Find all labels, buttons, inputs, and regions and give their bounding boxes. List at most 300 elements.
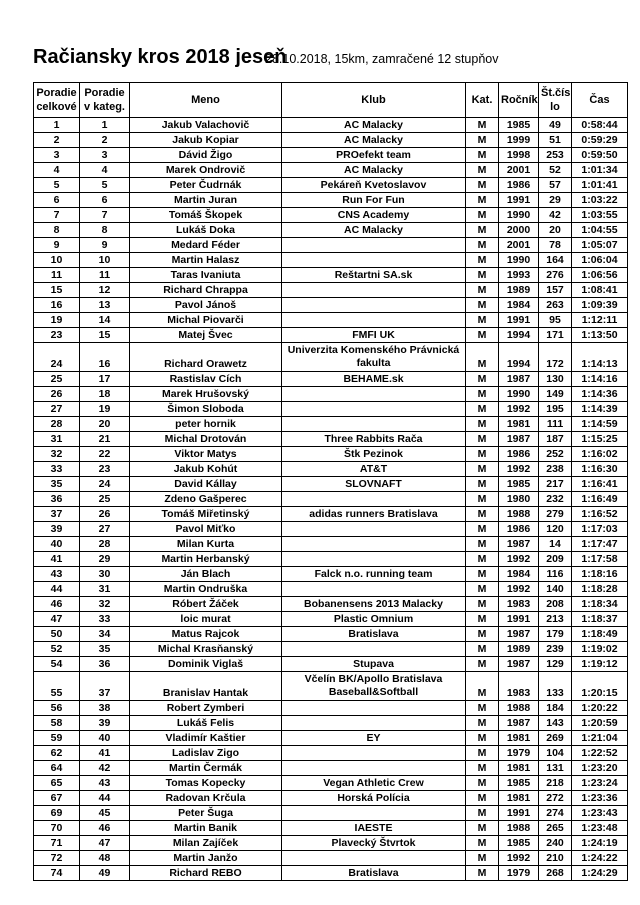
column-header-name: Meno [130, 83, 282, 118]
cell-bib-number: 51 [539, 133, 572, 148]
cell-club: SLOVNAFT [282, 477, 466, 492]
cell-time: 1:20:59 [572, 716, 628, 731]
cell-birth-year: 1990 [499, 208, 539, 223]
cell-time: 1:06:04 [572, 253, 628, 268]
cell-name: Michal Krasňanský [130, 642, 282, 657]
cell-overall-rank: 64 [34, 761, 80, 776]
cell-category: M [466, 447, 499, 462]
cell-category-rank: 14 [80, 313, 130, 328]
table-row [34, 597, 628, 612]
cell-category: M [466, 627, 499, 642]
cell-category-rank: 24 [80, 477, 130, 492]
cell-club: adidas runners Bratislava [282, 507, 466, 522]
cell-bib-number: 195 [539, 402, 572, 417]
cell-club [282, 716, 466, 731]
cell-overall-rank: 26 [34, 387, 80, 402]
cell-club: Bratislava [282, 627, 466, 642]
cell-category: M [466, 118, 499, 133]
cell-bib-number: 252 [539, 447, 572, 462]
cell-club [282, 283, 466, 298]
cell-bib-number: 120 [539, 522, 572, 537]
cell-time: 1:14:13 [572, 343, 628, 372]
table-row [34, 657, 628, 672]
cell-category: M [466, 761, 499, 776]
cell-name: Dávid Žigo [130, 148, 282, 163]
cell-category-rank: 47 [80, 836, 130, 851]
cell-birth-year: 1990 [499, 253, 539, 268]
cell-time: 0:59:29 [572, 133, 628, 148]
cell-birth-year: 1988 [499, 701, 539, 716]
cell-overall-rank: 39 [34, 522, 80, 537]
cell-category-rank: 49 [80, 866, 130, 881]
cell-time: 1:23:48 [572, 821, 628, 836]
cell-category-rank: 21 [80, 432, 130, 447]
cell-club: Reštartni SA.sk [282, 268, 466, 283]
cell-club: CNS Academy [282, 208, 466, 223]
cell-birth-year: 1987 [499, 657, 539, 672]
cell-birth-year: 1992 [499, 582, 539, 597]
cell-overall-rank: 69 [34, 806, 80, 821]
column-header-category: Kat. [466, 83, 499, 118]
cell-birth-year: 1988 [499, 507, 539, 522]
cell-category: M [466, 657, 499, 672]
cell-club [282, 642, 466, 657]
cell-name: Marek Ondrovič [130, 163, 282, 178]
cell-overall-rank: 47 [34, 612, 80, 627]
cell-name: Martin Banik [130, 821, 282, 836]
cell-category-rank: 1 [80, 118, 130, 133]
cell-overall-rank: 10 [34, 253, 80, 268]
cell-birth-year: 1992 [499, 552, 539, 567]
cell-bib-number: 171 [539, 328, 572, 343]
cell-name: Róbert Žáček [130, 597, 282, 612]
cell-category-rank: 16 [80, 343, 130, 372]
cell-time: 1:17:58 [572, 552, 628, 567]
cell-category: M [466, 417, 499, 432]
cell-birth-year: 1989 [499, 642, 539, 657]
table-row [34, 761, 628, 776]
cell-overall-rank: 8 [34, 223, 80, 238]
table-row [34, 163, 628, 178]
cell-club: Stupava [282, 657, 466, 672]
cell-birth-year: 2000 [499, 223, 539, 238]
cell-category-rank: 35 [80, 642, 130, 657]
cell-birth-year: 1992 [499, 851, 539, 866]
cell-category-rank: 44 [80, 791, 130, 806]
cell-birth-year: 1985 [499, 776, 539, 791]
cell-name: Jakub Kopiar [130, 133, 282, 148]
cell-overall-rank: 43 [34, 567, 80, 582]
table-row [34, 791, 628, 806]
cell-overall-rank: 2 [34, 133, 80, 148]
cell-bib-number: 269 [539, 731, 572, 746]
cell-club: Plavecký Štvrtok [282, 836, 466, 851]
cell-bib-number: 263 [539, 298, 572, 313]
cell-name: Martin Ondruška [130, 582, 282, 597]
cell-category: M [466, 537, 499, 552]
cell-category: M [466, 223, 499, 238]
cell-birth-year: 1987 [499, 537, 539, 552]
cell-category-rank: 45 [80, 806, 130, 821]
table-row [34, 552, 628, 567]
cell-bib-number: 29 [539, 193, 572, 208]
column-header-time: Čas [572, 83, 628, 118]
cell-club: Three Rabbits Rača [282, 432, 466, 447]
cell-category: M [466, 432, 499, 447]
cell-bib-number: 209 [539, 552, 572, 567]
cell-club: AC Malacky [282, 163, 466, 178]
cell-overall-rank: 33 [34, 462, 80, 477]
cell-club [282, 552, 466, 567]
cell-bib-number: 187 [539, 432, 572, 447]
cell-time: 1:19:02 [572, 642, 628, 657]
cell-category: M [466, 851, 499, 866]
cell-time: 1:16:49 [572, 492, 628, 507]
cell-bib-number: 129 [539, 657, 572, 672]
cell-birth-year: 1980 [499, 492, 539, 507]
cell-bib-number: 140 [539, 582, 572, 597]
cell-time: 1:16:41 [572, 477, 628, 492]
cell-birth-year: 1981 [499, 417, 539, 432]
cell-time: 1:05:07 [572, 238, 628, 253]
cell-category: M [466, 313, 499, 328]
cell-birth-year: 1985 [499, 836, 539, 851]
cell-overall-rank: 28 [34, 417, 80, 432]
cell-club [282, 746, 466, 761]
table-row [34, 148, 628, 163]
cell-name: Ladislav Zigo [130, 746, 282, 761]
cell-category: M [466, 238, 499, 253]
cell-category: M [466, 492, 499, 507]
cell-time: 1:20:22 [572, 701, 628, 716]
cell-overall-rank: 7 [34, 208, 80, 223]
table-row [34, 507, 628, 522]
cell-name: Šimon Sloboda [130, 402, 282, 417]
cell-birth-year: 2001 [499, 163, 539, 178]
table-row [34, 567, 628, 582]
cell-club: PROefekt team [282, 148, 466, 163]
cell-club [282, 582, 466, 597]
cell-club [282, 298, 466, 313]
document-header [33, 46, 623, 76]
cell-overall-rank: 31 [34, 432, 80, 447]
cell-bib-number: 149 [539, 387, 572, 402]
cell-time: 1:01:34 [572, 163, 628, 178]
cell-time: 1:14:36 [572, 387, 628, 402]
cell-bib-number: 164 [539, 253, 572, 268]
cell-club: Horská Polícia [282, 791, 466, 806]
table-row [34, 402, 628, 417]
cell-name: Richard REBO [130, 866, 282, 881]
cell-category-rank: 48 [80, 851, 130, 866]
cell-name: loic murat [130, 612, 282, 627]
cell-club [282, 701, 466, 716]
cell-category-rank: 20 [80, 417, 130, 432]
table-row [34, 672, 628, 701]
cell-bib-number: 253 [539, 148, 572, 163]
cell-name: peter hornik [130, 417, 282, 432]
column-header-overall-rank: Poradie celkové [34, 83, 80, 118]
table-row [34, 642, 628, 657]
cell-overall-rank: 24 [34, 343, 80, 372]
table-row [34, 133, 628, 148]
cell-overall-rank: 27 [34, 402, 80, 417]
cell-bib-number: 274 [539, 806, 572, 821]
cell-club: AT&T [282, 462, 466, 477]
cell-time: 0:59:50 [572, 148, 628, 163]
cell-time: 1:24:19 [572, 836, 628, 851]
cell-birth-year: 1986 [499, 178, 539, 193]
cell-birth-year: 1987 [499, 627, 539, 642]
cell-birth-year: 1998 [499, 148, 539, 163]
table-row [34, 432, 628, 447]
cell-category-rank: 9 [80, 238, 130, 253]
cell-name: Viktor Matys [130, 447, 282, 462]
cell-category-rank: 30 [80, 567, 130, 582]
table-row [34, 836, 628, 851]
cell-category: M [466, 866, 499, 881]
cell-category: M [466, 268, 499, 283]
table-row [34, 851, 628, 866]
cell-category-rank: 5 [80, 178, 130, 193]
cell-overall-rank: 65 [34, 776, 80, 791]
cell-birth-year: 1984 [499, 567, 539, 582]
cell-birth-year: 1999 [499, 133, 539, 148]
cell-overall-rank: 58 [34, 716, 80, 731]
cell-bib-number: 268 [539, 866, 572, 881]
cell-club [282, 806, 466, 821]
cell-time: 1:01:41 [572, 178, 628, 193]
cell-category-rank: 26 [80, 507, 130, 522]
cell-club: AC Malacky [282, 133, 466, 148]
table-row [34, 582, 628, 597]
table-row [34, 253, 628, 268]
cell-overall-rank: 71 [34, 836, 80, 851]
cell-category-rank: 42 [80, 761, 130, 776]
table-row [34, 806, 628, 821]
cell-category: M [466, 642, 499, 657]
cell-bib-number: 143 [539, 716, 572, 731]
cell-name: Matej Švec [130, 328, 282, 343]
cell-category-rank: 29 [80, 552, 130, 567]
cell-name: Richard Chrappa [130, 283, 282, 298]
cell-name: Branislav Hantak [130, 672, 282, 701]
cell-club: Univerzita Komenského Právnická fakulta [282, 343, 466, 372]
document-title: Račiansky kros 2018 jeseň [33, 46, 287, 68]
cell-category-rank: 28 [80, 537, 130, 552]
cell-birth-year: 1986 [499, 447, 539, 462]
cell-name: Pavol Miťko [130, 522, 282, 537]
cell-time: 1:13:50 [572, 328, 628, 343]
cell-overall-rank: 52 [34, 642, 80, 657]
table-row [34, 746, 628, 761]
cell-category-rank: 36 [80, 657, 130, 672]
cell-bib-number: 49 [539, 118, 572, 133]
table-row [34, 178, 628, 193]
cell-bib-number: 217 [539, 477, 572, 492]
results-table [33, 82, 628, 881]
cell-category-rank: 32 [80, 597, 130, 612]
cell-birth-year: 1983 [499, 597, 539, 612]
cell-bib-number: 111 [539, 417, 572, 432]
column-header-club: Klub [282, 83, 466, 118]
cell-name: Radovan Krčula [130, 791, 282, 806]
cell-club [282, 313, 466, 328]
cell-category: M [466, 477, 499, 492]
cell-bib-number: 131 [539, 761, 572, 776]
cell-category-rank: 15 [80, 328, 130, 343]
cell-name: Tomáš Miřetinský [130, 507, 282, 522]
cell-category: M [466, 208, 499, 223]
cell-overall-rank: 11 [34, 268, 80, 283]
cell-time: 1:17:03 [572, 522, 628, 537]
cell-birth-year: 2001 [499, 238, 539, 253]
cell-category: M [466, 791, 499, 806]
cell-club [282, 522, 466, 537]
table-row [34, 522, 628, 537]
cell-birth-year: 1981 [499, 731, 539, 746]
table-row [34, 313, 628, 328]
race-info: 28.10.2018, 15km, zamračené 12 stupňov [265, 52, 499, 66]
column-header-birth-year: Ročník [499, 83, 539, 118]
cell-category-rank: 6 [80, 193, 130, 208]
cell-birth-year: 1981 [499, 761, 539, 776]
cell-bib-number: 179 [539, 627, 572, 642]
cell-category: M [466, 253, 499, 268]
table-header-row [34, 83, 628, 118]
cell-name: Lukáš Doka [130, 223, 282, 238]
cell-overall-rank: 1 [34, 118, 80, 133]
table-row [34, 118, 628, 133]
cell-category: M [466, 776, 499, 791]
cell-time: 1:16:02 [572, 447, 628, 462]
cell-bib-number: 133 [539, 672, 572, 701]
cell-name: Taras Ivaniuta [130, 268, 282, 283]
cell-overall-rank: 67 [34, 791, 80, 806]
cell-bib-number: 210 [539, 851, 572, 866]
cell-birth-year: 1979 [499, 746, 539, 761]
cell-category-rank: 2 [80, 133, 130, 148]
cell-birth-year: 1985 [499, 477, 539, 492]
cell-bib-number: 130 [539, 372, 572, 387]
cell-overall-rank: 44 [34, 582, 80, 597]
cell-category-rank: 37 [80, 672, 130, 701]
cell-overall-rank: 74 [34, 866, 80, 881]
cell-club: BEHAME.sk [282, 372, 466, 387]
cell-category: M [466, 597, 499, 612]
cell-name: Rastislav Cích [130, 372, 282, 387]
table-row [34, 447, 628, 462]
cell-time: 1:23:20 [572, 761, 628, 776]
cell-category-rank: 17 [80, 372, 130, 387]
cell-category-rank: 23 [80, 462, 130, 477]
cell-time: 1:14:39 [572, 402, 628, 417]
cell-category-rank: 43 [80, 776, 130, 791]
table-row [34, 417, 628, 432]
cell-name: Martin Janžo [130, 851, 282, 866]
cell-time: 1:18:37 [572, 612, 628, 627]
table-row [34, 537, 628, 552]
cell-overall-rank: 46 [34, 597, 80, 612]
cell-birth-year: 1992 [499, 462, 539, 477]
cell-name: Robert Zymberi [130, 701, 282, 716]
cell-time: 1:15:25 [572, 432, 628, 447]
cell-name: Richard Orawetz [130, 343, 282, 372]
cell-time: 1:12:11 [572, 313, 628, 328]
table-row [34, 268, 628, 283]
cell-category-rank: 4 [80, 163, 130, 178]
cell-club: AC Malacky [282, 223, 466, 238]
cell-birth-year: 1992 [499, 402, 539, 417]
cell-birth-year: 1988 [499, 821, 539, 836]
cell-category: M [466, 178, 499, 193]
cell-club [282, 253, 466, 268]
cell-time: 1:03:55 [572, 208, 628, 223]
cell-time: 1:04:55 [572, 223, 628, 238]
cell-overall-rank: 54 [34, 657, 80, 672]
table-row [34, 328, 628, 343]
table-row [34, 238, 628, 253]
cell-category: M [466, 567, 499, 582]
cell-overall-rank: 62 [34, 746, 80, 761]
cell-club [282, 851, 466, 866]
cell-bib-number: 157 [539, 283, 572, 298]
cell-bib-number: 104 [539, 746, 572, 761]
cell-category: M [466, 731, 499, 746]
cell-category-rank: 25 [80, 492, 130, 507]
cell-category-rank: 22 [80, 447, 130, 462]
cell-name: Jakub Valachovič [130, 118, 282, 133]
cell-bib-number: 20 [539, 223, 572, 238]
cell-overall-rank: 25 [34, 372, 80, 387]
cell-category: M [466, 283, 499, 298]
cell-birth-year: 1987 [499, 372, 539, 387]
cell-category: M [466, 328, 499, 343]
cell-bib-number: 218 [539, 776, 572, 791]
cell-category-rank: 18 [80, 387, 130, 402]
cell-club: IAESTE [282, 821, 466, 836]
cell-category: M [466, 163, 499, 178]
table-row [34, 343, 628, 372]
cell-overall-rank: 3 [34, 148, 80, 163]
cell-category: M [466, 612, 499, 627]
cell-category: M [466, 806, 499, 821]
cell-time: 1:18:34 [572, 597, 628, 612]
cell-overall-rank: 50 [34, 627, 80, 642]
cell-name: Tomas Kopecky [130, 776, 282, 791]
cell-birth-year: 1991 [499, 806, 539, 821]
cell-name: Dominik Viglaš [130, 657, 282, 672]
table-row [34, 208, 628, 223]
cell-category-rank: 34 [80, 627, 130, 642]
cell-time: 1:18:28 [572, 582, 628, 597]
cell-bib-number: 78 [539, 238, 572, 253]
cell-club: FMFI UK [282, 328, 466, 343]
cell-time: 1:03:22 [572, 193, 628, 208]
cell-time: 1:16:52 [572, 507, 628, 522]
cell-club: Štk Pezinok [282, 447, 466, 462]
cell-birth-year: 1987 [499, 716, 539, 731]
cell-name: Matus Rajcok [130, 627, 282, 642]
cell-overall-rank: 15 [34, 283, 80, 298]
cell-bib-number: 95 [539, 313, 572, 328]
cell-overall-rank: 37 [34, 507, 80, 522]
table-row [34, 776, 628, 791]
cell-birth-year: 1991 [499, 612, 539, 627]
cell-name: Martin Herbanský [130, 552, 282, 567]
table-row [34, 477, 628, 492]
cell-birth-year: 1990 [499, 387, 539, 402]
